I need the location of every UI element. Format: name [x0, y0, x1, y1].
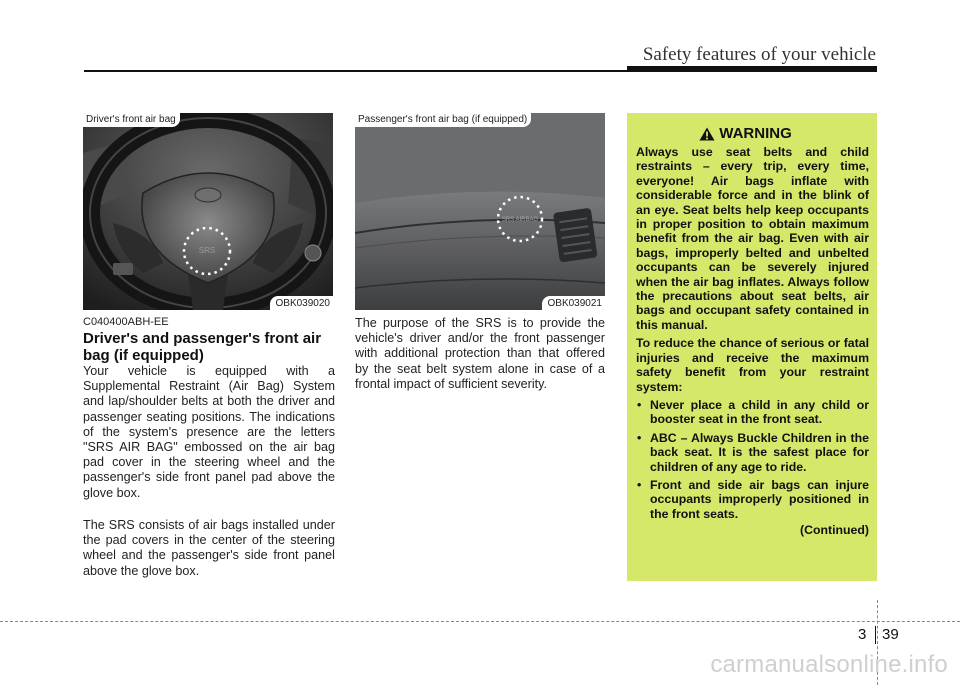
driver-airbag-figure: [83, 113, 333, 310]
page-header-title: Safety features of your vehicle: [642, 44, 876, 65]
warning-bullet-list: [636, 398, 869, 521]
warning-bullet-item: [636, 478, 869, 521]
continued-label: (Continued): [800, 523, 869, 538]
srs-emboss-text: SRS: [198, 246, 216, 255]
header-rule-accent: [627, 66, 877, 71]
srs-airbag-emboss-text: SRS AIRBAG: [501, 217, 539, 223]
figure-caption: Driver's front air bag: [83, 113, 180, 127]
page-number: 39: [882, 626, 899, 643]
page-number-divider: [875, 626, 876, 644]
body-paragraph: Your vehicle is equipped with a Supplemental Restraint (Air Bag) System and lap/shoulder belts at both the driver and passenger seating positions. The indications of the system's presence are the letters "SRS AIR BAG" embossed on the air bag pad cover in the steering wheel and the passenger's side front panel pad above the glove box.: [83, 364, 335, 500]
warning-title: WARNING: [719, 125, 792, 142]
footer-rule: [0, 621, 960, 622]
figure-caption: Passenger's front air bag (if equipped): [355, 113, 531, 127]
warning-bullet-text: Never place a child in any child or booster seat in the front seat.: [650, 397, 869, 427]
warning-box: [627, 113, 877, 581]
watermark: carmanualsonline.info: [710, 651, 948, 678]
passenger-airbag-figure: [355, 113, 605, 310]
figure-code: OBK039021: [542, 296, 606, 310]
dashboard-illustration: [355, 113, 605, 310]
chapter-number: 3: [858, 626, 867, 643]
warning-triangle-icon: [699, 127, 715, 141]
warning-bullet-item: [636, 398, 869, 427]
bullet-glyph: •: [637, 397, 642, 412]
warning-paragraph: To reduce the chance of serious or fatal injuries and receive the maximum safety benefit from your restraint system:: [636, 336, 869, 394]
steering-wheel-illustration: [83, 113, 333, 310]
figure-code: OBK039020: [270, 296, 334, 310]
warning-bullet-text: Front and side air bags can injure occupants improperly positioned in the front seats.: [650, 477, 869, 521]
warning-header: [622, 125, 869, 142]
warning-paragraph: Always use seat belts and child restraints – every trip, every time, everyone! Air bags inflate with considerable force and in the blink of an eye. Seat belts help keep occupants in proper position to obtain maximum benefit from the air bag. Even with air bags, improperly belted and unbelted occupants can be severely injured when the air bag inflates. Always follow the precautions about seat belts, air bags and occupant safety contained in this manual.: [636, 145, 869, 332]
section-heading: Driver's and passenger's front air bag (if equipped): [83, 330, 322, 364]
warning-bullet-text: ABC – Always Buckle Children in the back seat. It is the safest place for children of any age to ride.: [650, 430, 869, 474]
bullet-glyph: •: [637, 477, 642, 492]
bullet-glyph: •: [637, 430, 642, 445]
body-paragraph: The SRS consists of air bags installed under the pad covers in the center of the steering wheel and the passenger's side front panel above the glove box.: [83, 518, 335, 578]
warning-bullet-item: [636, 431, 869, 474]
body-paragraph: The purpose of the SRS is to provide the vehicle's driver and/or the front passenger with additional protection than that offered by the seat belt system alone in case of a frontal impact of sufficient severity.: [355, 316, 605, 391]
section-code: C040400ABH-EE: [83, 316, 169, 328]
